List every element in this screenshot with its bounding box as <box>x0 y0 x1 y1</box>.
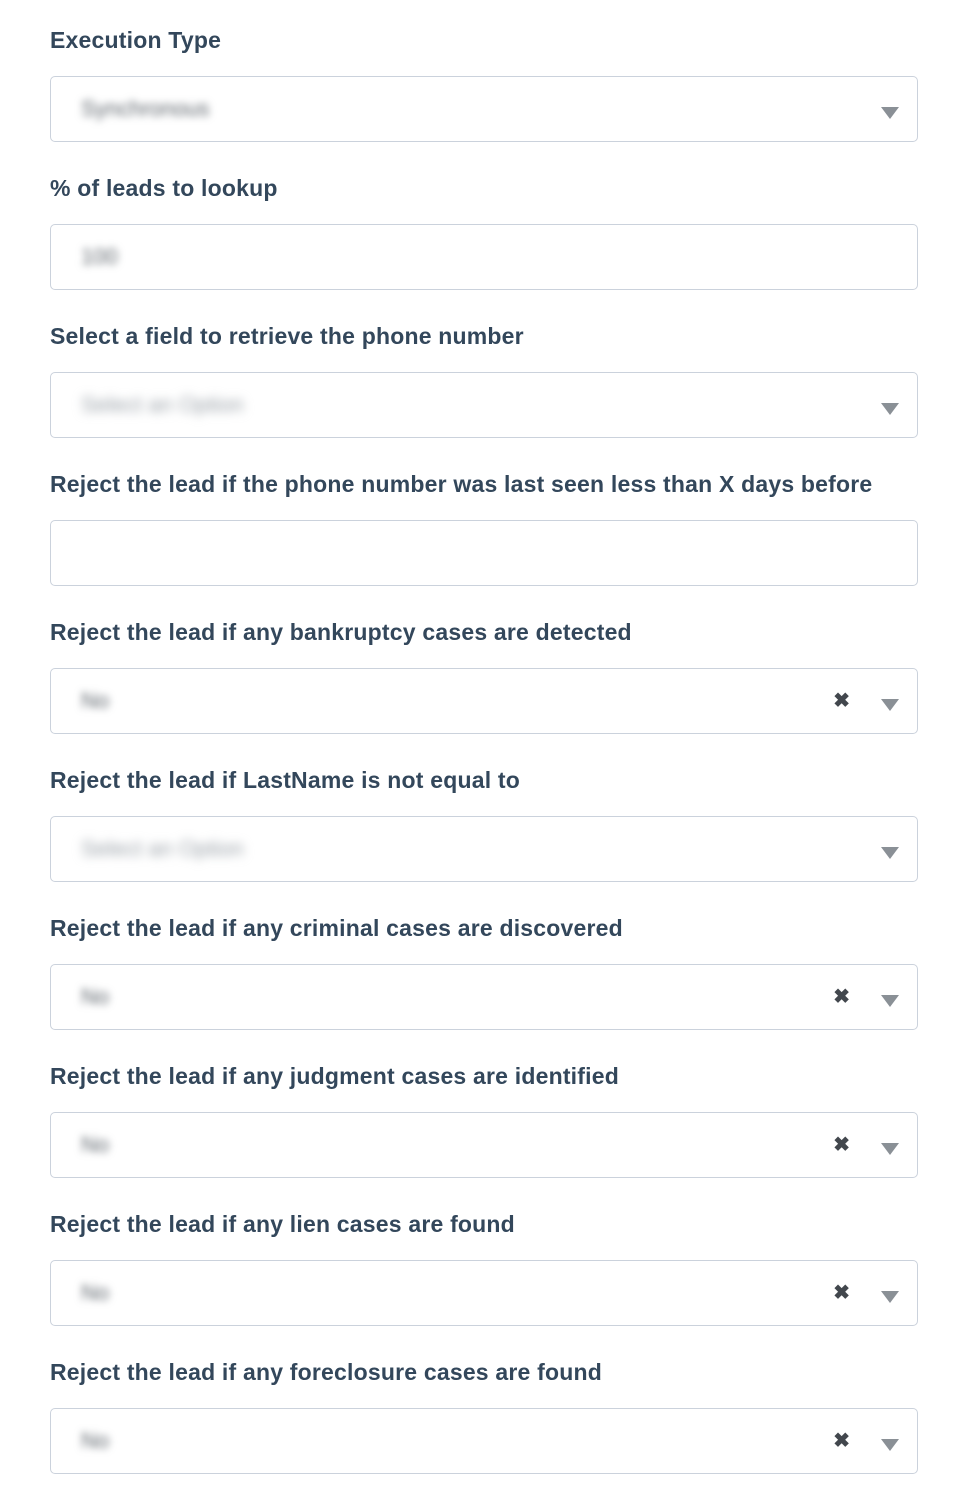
chevron-down-icon <box>881 699 899 711</box>
chevron-down-icon <box>881 403 899 415</box>
field-label: Reject the lead if any foreclosure cases are found <box>50 1359 602 1385</box>
lastname-select[interactable] <box>50 816 918 882</box>
phone-number-field-select[interactable] <box>50 372 918 438</box>
field-lastname <box>50 768 918 882</box>
field-label: Select a field to retrieve the phone number <box>50 323 524 349</box>
select-value: No <box>81 1428 110 1453</box>
chevron-down-icon <box>881 847 899 859</box>
clear-icon[interactable]: ✖ <box>833 690 850 712</box>
clear-icon[interactable]: ✖ <box>833 1134 850 1156</box>
criminal-select[interactable] <box>50 964 918 1030</box>
leads-percentage-input[interactable] <box>50 224 918 290</box>
field-label: Reject the lead if any criminal cases are discovered <box>50 915 623 941</box>
field-criminal <box>50 916 918 1030</box>
foreclosure-select[interactable] <box>50 1408 918 1474</box>
select-controls <box>881 100 903 119</box>
field-bankruptcy <box>50 620 918 734</box>
select-value: Synchronous <box>81 96 210 121</box>
clear-icon[interactable]: ✖ <box>833 1430 850 1452</box>
field-lien <box>50 1212 918 1326</box>
clear-icon[interactable]: ✖ <box>833 986 850 1008</box>
input-value: 100 <box>81 244 118 269</box>
bankruptcy-select[interactable] <box>50 668 918 734</box>
field-label: % of leads to lookup <box>50 175 278 201</box>
chevron-down-icon <box>881 995 899 1007</box>
select-value: No <box>81 984 110 1009</box>
judgment-select[interactable] <box>50 1112 918 1178</box>
field-leads-percentage <box>50 176 918 290</box>
field-execution-type <box>50 28 918 142</box>
chevron-down-icon <box>881 107 899 119</box>
field-label: Reject the lead if any lien cases are found <box>50 1211 515 1237</box>
field-label: Reject the lead if the phone number was last seen less than X days before <box>50 471 873 497</box>
field-label: Execution Type <box>50 27 222 53</box>
chevron-down-icon <box>881 1143 899 1155</box>
select-controls <box>833 1431 903 1451</box>
execution-type-select[interactable] <box>50 76 918 142</box>
field-label: Reject the lead if any judgment cases are identified <box>50 1063 619 1089</box>
field-label: Reject the lead if LastName is not equal to <box>50 767 520 793</box>
field-judgment <box>50 1064 918 1178</box>
field-foreclosure <box>50 1360 918 1474</box>
select-value: No <box>81 688 110 713</box>
field-days-threshold <box>50 472 918 586</box>
clear-icon[interactable]: ✖ <box>833 1282 850 1304</box>
select-value: No <box>81 1132 110 1157</box>
select-controls <box>881 840 903 859</box>
select-controls <box>833 1283 903 1303</box>
select-placeholder: Select an Option <box>81 836 244 861</box>
select-controls <box>833 691 903 711</box>
select-controls <box>833 987 903 1007</box>
chevron-down-icon <box>881 1291 899 1303</box>
select-controls <box>881 396 903 415</box>
select-placeholder: Select an Option <box>81 392 244 417</box>
select-value: No <box>81 1280 110 1305</box>
field-phone-number-source <box>50 324 918 438</box>
chevron-down-icon <box>881 1439 899 1451</box>
select-controls <box>833 1135 903 1155</box>
lien-select[interactable] <box>50 1260 918 1326</box>
field-label: Reject the lead if any bankruptcy cases are detected <box>50 619 632 645</box>
days-threshold-input[interactable] <box>50 520 918 586</box>
